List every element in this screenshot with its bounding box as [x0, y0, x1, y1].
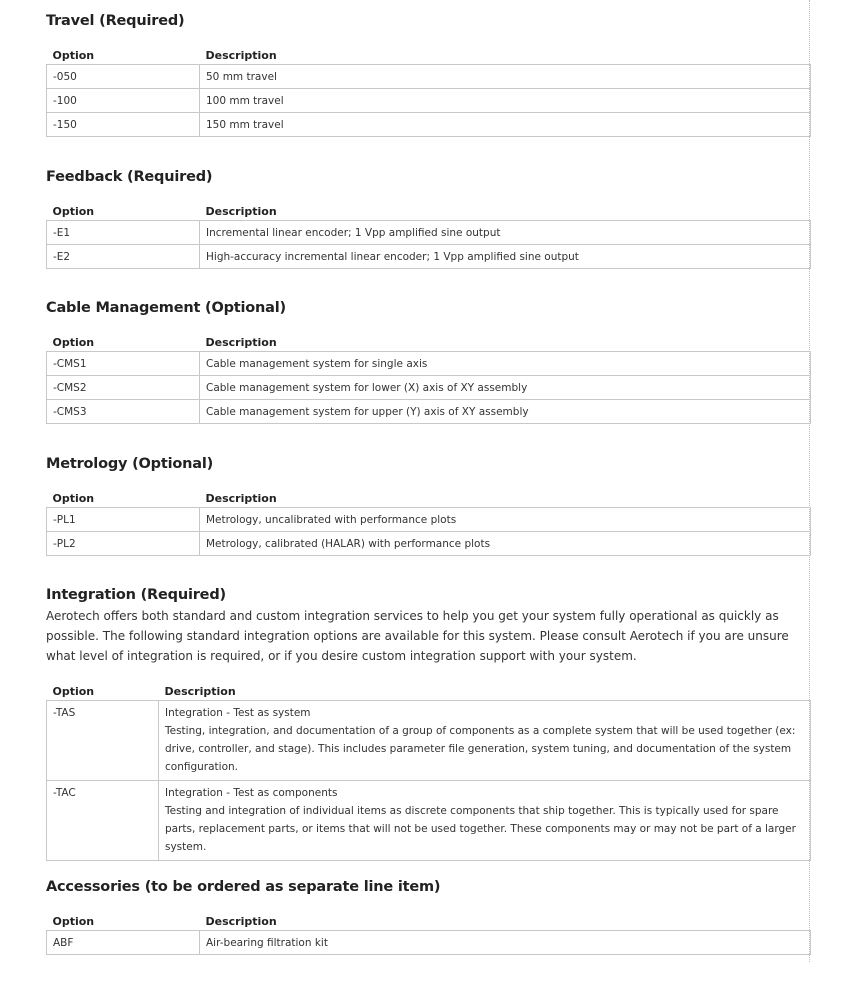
- integration-intro: Aerotech offers both standard and custom integration services to help you get your system fully operational as quickly as possible. The following standard integration options are available for this system. Please consult Aerotech if you are unsure what level of integration is required, or if you desire custom integration support with your system.: [46, 609, 789, 663]
- option-code: -050: [47, 65, 200, 89]
- section-integration: [46, 584, 811, 861]
- option-description-cell: [159, 781, 811, 861]
- option-description-cell: [159, 701, 811, 781]
- column-header-description: Description: [205, 915, 277, 928]
- option-description: 100 mm travel: [200, 89, 811, 113]
- option-description: 150 mm travel: [200, 113, 811, 137]
- option-description: Metrology, uncalibrated with performance plots: [200, 508, 811, 532]
- column-header-option: Option: [52, 336, 95, 349]
- table-header-row: [47, 196, 811, 221]
- column-header-option: Option: [52, 915, 95, 928]
- option-description: Cable management system for upper (Y) axis of XY assembly: [200, 400, 811, 424]
- option-code: -PL2: [47, 532, 200, 556]
- section-title: Integration (Required): [46, 587, 226, 603]
- section-title: Cable Management (Optional): [46, 300, 286, 316]
- column-header-description: Description: [205, 49, 277, 62]
- table-row: [47, 400, 811, 424]
- column-header-description: Description: [205, 492, 277, 505]
- section-metrology: [46, 453, 811, 556]
- table-row: [47, 221, 811, 245]
- option-code: ABF: [47, 931, 200, 955]
- options-table: [46, 327, 811, 424]
- table-row: [47, 376, 811, 400]
- section-feedback: [46, 166, 811, 269]
- table-row: [47, 89, 811, 113]
- option-code: -CMS1: [47, 352, 200, 376]
- option-code: -CMS2: [47, 376, 200, 400]
- option-description: Cable management system for single axis: [200, 352, 811, 376]
- option-code: -100: [47, 89, 200, 113]
- options-table: [46, 196, 811, 269]
- option-description: Metrology, calibrated (HALAR) with performance plots: [200, 532, 811, 556]
- table-header-row: [47, 327, 811, 352]
- options-table: [46, 906, 811, 955]
- option-code: -150: [47, 113, 200, 137]
- column-header-option: Option: [52, 205, 95, 218]
- section-accessories: [46, 876, 811, 955]
- option-description: Incremental linear encoder; 1 Vpp amplified sine output: [200, 221, 811, 245]
- options-table: [46, 483, 811, 556]
- option-description: 50 mm travel: [200, 65, 811, 89]
- option-code: -TAC: [47, 781, 159, 861]
- column-header-option: Option: [52, 49, 95, 62]
- table-row: [47, 532, 811, 556]
- option-description: High-accuracy incremental linear encoder; 1 Vpp amplified sine output: [200, 245, 811, 269]
- option-code: -E1: [47, 221, 200, 245]
- options-table: [46, 676, 811, 861]
- section-title: Travel (Required): [46, 13, 185, 29]
- option-code: -PL1: [47, 508, 200, 532]
- column-header-description: Description: [205, 205, 277, 218]
- table-row: [47, 113, 811, 137]
- section-title: Metrology (Optional): [46, 456, 214, 472]
- table-header-row: [47, 40, 811, 65]
- options-table: [46, 40, 811, 137]
- column-header-option: Option: [52, 492, 95, 505]
- table-row: [47, 781, 811, 861]
- table-header-row: [47, 906, 811, 931]
- table-row: [47, 701, 811, 781]
- column-header-description: Description: [205, 336, 277, 349]
- table-row: [47, 245, 811, 269]
- section-travel: [46, 10, 811, 137]
- section-title: Accessories (to be ordered as separate line item): [46, 879, 441, 895]
- option-description: Testing, integration, and documentation of a group of components as a complete system that will be used together (ex: drive, controller, and stage). This includes parameter file generation, system tuning, and documentation of the system configuration.: [165, 725, 796, 773]
- option-heading: Integration - Test as components: [165, 787, 338, 799]
- column-header-description: Description: [164, 685, 236, 698]
- table-header-row: [47, 483, 811, 508]
- table-row: [47, 352, 811, 376]
- option-code: -TAS: [47, 701, 159, 781]
- section-title: Feedback (Required): [46, 169, 213, 185]
- option-description: Testing and integration of individual items as discrete components that ship together. This is typically used for spare parts, replacement parts, or items that will not be used together. These components may or may not be part of a larger system.: [165, 805, 796, 853]
- option-description: Air-bearing filtration kit: [200, 931, 811, 955]
- option-heading: Integration - Test as system: [165, 707, 311, 719]
- column-header-option: Option: [52, 685, 95, 698]
- option-code: -CMS3: [47, 400, 200, 424]
- section-cable-management: [46, 297, 811, 424]
- table-row: [47, 931, 811, 955]
- option-description: Cable management system for lower (X) axis of XY assembly: [200, 376, 811, 400]
- table-header-row: [47, 676, 811, 701]
- table-row: [47, 508, 811, 532]
- table-row: [47, 65, 811, 89]
- option-code: -E2: [47, 245, 200, 269]
